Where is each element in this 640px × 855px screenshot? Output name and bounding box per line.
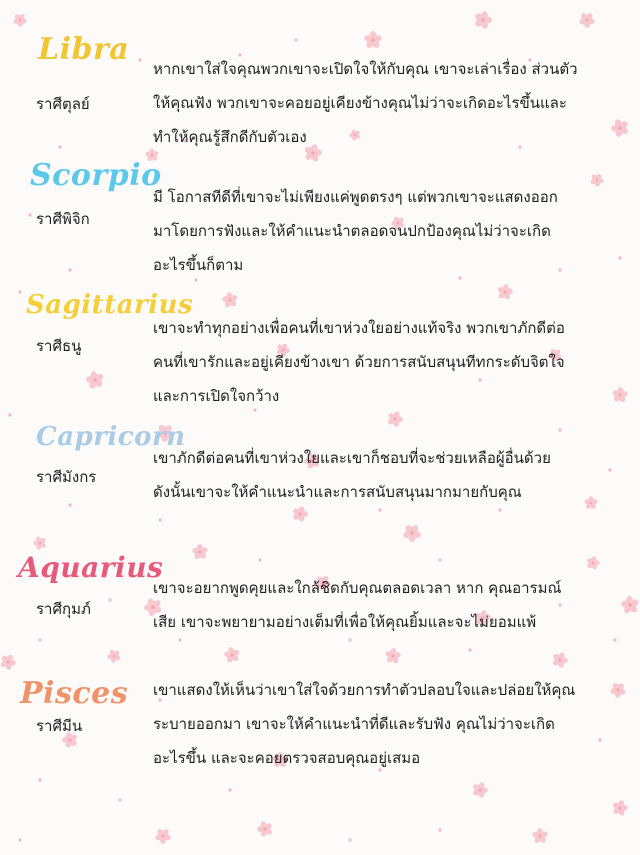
blossom-dot: [38, 638, 41, 641]
blossom-dot: [158, 518, 161, 521]
blossom-dot: [468, 648, 471, 651]
description-line: เขาจะอยากพูดคุยและใกล้ชิดกับคุณตลอดเวลา หาก คุณอารมณ์: [153, 579, 562, 597]
cherry-blossom-icon: [495, 283, 514, 301]
blossom-dot: [258, 558, 261, 561]
description-line: และการเปิดใจกว้าง: [153, 387, 280, 405]
sign-thai-sagittarius: ราศีธนู: [36, 337, 82, 355]
description-line: ทำให้คุณรู้สึกดีกับตัวเอง: [153, 128, 307, 146]
description-line: เขาจะทำทุกอย่างเพื่อคนที่เขาห่วงใยอย่างแท้จริง พวกเขาภักดีต่อ: [153, 319, 565, 337]
cherry-blossom-icon: [469, 780, 490, 801]
blossom-dot: [68, 268, 71, 271]
cherry-blossom-icon: [529, 825, 550, 846]
blossom-dot: [18, 290, 21, 293]
cherry-blossom-icon: [253, 818, 276, 841]
cherry-blossom-icon: [471, 9, 495, 32]
blossom-dot: [58, 145, 61, 148]
sign-description-libra: [153, 52, 631, 154]
description-line: อะไรขึ้นก็ตาม: [153, 256, 244, 274]
sign-description-scorpio: [153, 180, 631, 282]
blossom-dot: [28, 213, 31, 216]
description-line: คนที่เขารักและอยู่เคียงข้างเขา ด้วยการสนับสนุนทีทกระดับจิตใจ: [153, 353, 565, 371]
description-line: ระบายออกมา เขาจะให้คำแนะนำที่ดีและรับฟัง คุณไม่ว่าจะเกิด: [153, 715, 555, 733]
cherry-blossom-icon: [575, 9, 598, 32]
blossom-dot: [438, 558, 441, 561]
cherry-blossom-icon: [104, 646, 124, 666]
description-line: เขาภักดีต่อคนที่เขาห่วงใยและเขาก็ชอบที่จะช่วยเหลือผู้อื่นด้วย: [153, 449, 551, 467]
cherry-blossom-icon: [384, 647, 402, 665]
sign-thai-aquarius: ราศีกุมภ์: [36, 600, 91, 618]
blossom-dot: [138, 58, 141, 61]
blossom-dot: [108, 598, 111, 601]
blossom-dot: [118, 798, 121, 801]
description-line: อะไรขึ้น และจะคอยตรวจสอบคุณอยู่เสมอ: [153, 749, 421, 767]
cherry-blossom-icon: [610, 798, 630, 818]
description-line: ให้คุณฟัง พวกเขาจะคอยอยู่เคียงข้างคุณไม่ว่าจะเกิดอะไรขึ้นและ: [153, 94, 567, 112]
cherry-blossom-icon: [363, 31, 382, 49]
sign-name-scorpio: Scorpio: [30, 158, 162, 193]
sign-name-aquarius: Aquarius: [18, 551, 164, 584]
sign-thai-scorpio: ราศีพิจิก: [36, 210, 90, 228]
sign-name-capricorn: Capricorn: [36, 422, 186, 452]
blossom-dot: [228, 788, 231, 791]
sign-name-pisces: Pisces: [20, 676, 129, 711]
cherry-blossom-icon: [584, 555, 601, 572]
blossom-dot: [68, 503, 71, 506]
blossom-dot: [438, 828, 441, 831]
sign-thai-capricorn: ราศีมังกร: [36, 468, 97, 486]
description-line: ดังนั้นเขาจะให้คำแนะนำและการสนับสนุนมากมายกับคุณ: [153, 483, 522, 501]
cherry-blossom-icon: [30, 533, 50, 553]
cherry-blossom-icon: [549, 649, 571, 670]
cherry-blossom-icon: [399, 520, 425, 546]
cherry-blossom-icon: [219, 289, 241, 311]
cherry-blossom-icon: [82, 367, 108, 393]
description-line: มี โอกาสทีดีที่เขาจะไม่เพียงแค่พูดตรงๆ แต่พวกเขาจะแสดงออก: [153, 188, 558, 206]
cherry-blossom-icon: [189, 541, 210, 562]
description-line: เขาแสดงให้เห็นว่าเขาใส่ใจด้วยการทำตัวปลอบใจและปล่อยให้คุณ: [153, 681, 576, 699]
cherry-blossom-icon: [10, 10, 30, 29]
blossom-dot: [18, 838, 21, 841]
blossom-dot: [38, 778, 41, 781]
sign-description-aquarius: [153, 571, 631, 639]
sign-thai-pisces: ราศีมีน: [36, 717, 83, 735]
sign-description-pisces: [153, 673, 631, 775]
blossom-dot: [8, 413, 11, 416]
sign-thai-libra: ราศีตุลย์: [36, 95, 90, 113]
blossom-dot: [294, 38, 297, 41]
sign-description-capricorn: [153, 441, 631, 509]
description-line: มาโดยการฟังและให้คำแนะนำตลอดจนปกป้องคุณไม่ว่าจะเกิด: [153, 222, 551, 240]
blossom-dot: [558, 428, 561, 431]
cherry-blossom-icon: [0, 651, 19, 673]
cherry-blossom-icon: [151, 825, 174, 848]
sign-name-sagittarius: Sagittarius: [26, 290, 194, 320]
description-line: หากเขาใส่ใจคุณพวกเขาจะเปิดใจให้กับคุณ เขาจะเล่าเรื่อง ส่วนตัว: [153, 60, 578, 78]
sign-name-libra: Libra: [38, 32, 130, 67]
cherry-blossom-icon: [221, 644, 243, 667]
blossom-dot: [348, 838, 351, 841]
sign-description-sagittarius: [153, 311, 631, 413]
description-line: เสีย เขาจะพยายามอย่างเต็มที่เพื่อให้คุณยิ้มและจะไม่ยอมแพ้: [153, 613, 537, 631]
